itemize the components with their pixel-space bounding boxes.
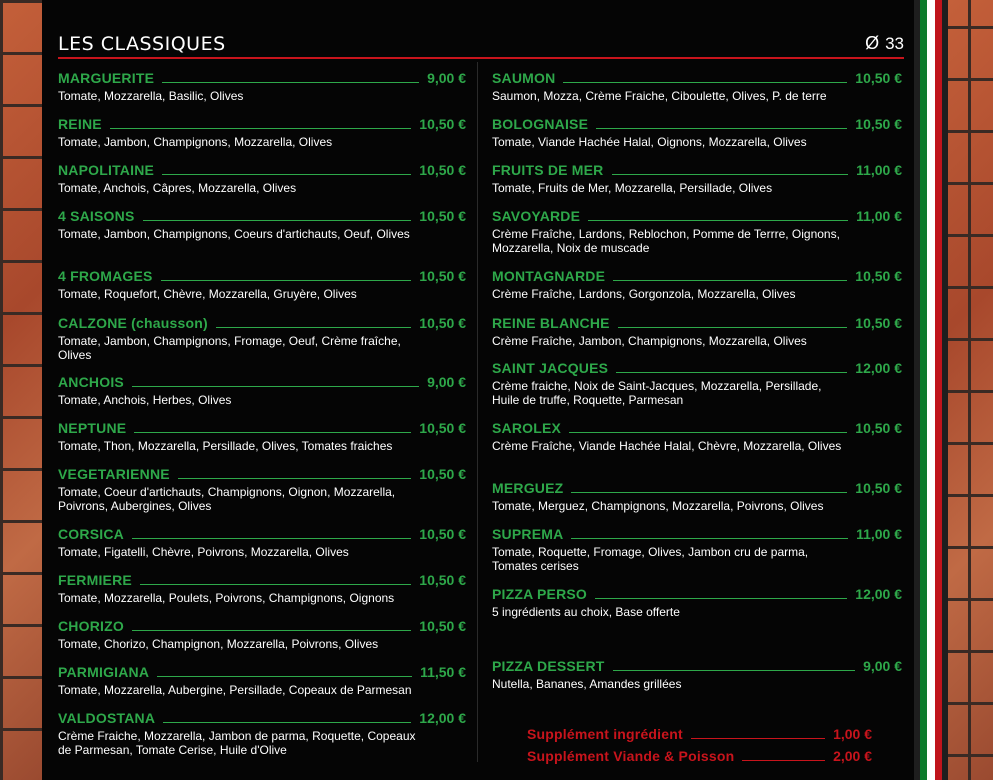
menu-item-name: 4 SAISONS [58,208,135,224]
menu-item-description: Crème Fraiche, Mozzarella, Jambon de parma, Roquette, Copeaux de Parmesan, Tomate Cerise, Huile d'Olive [58,729,416,757]
menu-item-description: Crème Fraîche, Jambon, Champignons, Mozzarella, Olives [492,334,807,348]
menu-item-description: Tomate, Mozzarella, Aubergine, Persillade, Copeaux de Parmesan [58,683,412,697]
menu-item [492,420,902,453]
menu-item-row [492,70,902,86]
price-leader-line [563,81,847,83]
pizza-size [865,33,904,54]
menu-item-name: ANCHOIS [58,374,124,390]
supplement-name: Supplément Viande & Poisson [527,748,735,764]
menu-item-row [492,586,902,602]
menu-item-row [492,116,902,132]
menu-item-row [492,420,902,436]
menu-item [58,466,466,513]
menu-item [58,162,466,195]
menu-item [492,315,902,348]
menu-item-name: MARGUERITE [58,70,155,86]
price-leader-line [569,431,847,433]
menu-item-price: 10,50 € [855,70,902,86]
menu-item-row [492,480,902,496]
menu-item-price: 10,50 € [855,268,902,284]
menu-item-row [58,374,466,390]
price-leader-line [595,597,847,599]
menu-item-description: Crème Fraîche, Lardons, Reblochon, Pomme de Terrre, Oignons, Mozzarella, Noix de muscade [492,227,840,255]
price-leader-line [162,173,411,175]
column-divider [477,62,478,762]
menu-item-price: 10,50 € [419,420,466,436]
menu-item-name: REINE [58,116,102,132]
price-leader-line [613,669,856,671]
menu-item-price: 9,00 € [863,658,902,674]
menu-item-name: VALDOSTANA [58,710,156,726]
menu-item-row [58,162,466,178]
menu-item-description: Tomate, Anchois, Herbes, Olives [58,393,232,407]
menu-item-row [58,268,466,284]
menu-item-description: Tomate, Coeur d'artichauts, Champignons, Oignon, Mozzarella, Poivrons, Aubergines, Olives [58,485,396,513]
supplement-row [527,726,872,742]
menu-item-description: Crème Fraîche, Viande Hachée Halal, Chèvre, Mozzarella, Olives [492,439,842,453]
menu-item [58,526,466,559]
menu-item [492,268,902,301]
menu-item-price: 10,50 € [419,466,466,482]
menu-item [58,315,466,362]
menu-item [492,208,902,255]
menu-item-name: CORSICA [58,526,124,542]
price-leader-line [163,721,411,723]
menu-item-price: 10,50 € [419,315,466,331]
menu-item-price: 10,50 € [419,162,466,178]
menu-item-price: 12,00 € [419,710,466,726]
menu-item-name: BOLOGNAISE [492,116,589,132]
menu-item-row [58,315,466,331]
menu-item-price: 10,50 € [419,208,466,224]
menu-item-row [492,268,902,284]
menu-item-description: Tomate, Roquefort, Chèvre, Mozzarella, Gruyère, Olives [58,287,357,301]
menu-item-name: SUPREMA [492,526,564,542]
menu-item [492,162,902,195]
menu-item [58,70,466,103]
menu-item-row [58,526,466,542]
menu-item-row [58,618,466,634]
section-title: LES CLASSIQUES [58,33,226,55]
price-leader-line [161,279,412,281]
menu-item-price: 10,50 € [419,618,466,634]
menu-item-description: Tomate, Jambon, Champignons, Coeurs d'artichauts, Oeuf, Olives [58,227,410,241]
price-leader-line [571,491,847,493]
menu-item-name: 4 FROMAGES [58,268,153,284]
price-leader-line [742,759,825,761]
menu-item-name: SAUMON [492,70,556,86]
menu-item-row [492,658,902,674]
menu-item-name: MONTAGNARDE [492,268,606,284]
menu-item-name: PIZZA PERSO [492,586,588,602]
brick-wall-left [0,0,42,780]
menu-item-description: Tomate, Viande Hachée Halal, Oignons, Mozzarella, Olives [492,135,807,149]
menu-item-description: Tomate, Mozzarella, Basilic, Olives [58,89,244,103]
menu-item [492,116,902,149]
menu-item-description: Tomate, Roquette, Fromage, Olives, Jambon cru de parma, Tomates cerises [492,545,809,573]
menu-item-price: 10,50 € [855,116,902,132]
menu-item-row [492,162,902,178]
price-leader-line [157,675,412,677]
menu-item-row [58,116,466,132]
menu-item-description: Crème fraiche, Noix de Saint-Jacques, Mozzarella, Persillade, Huile de truffe, Roquette, Parmesan [492,379,822,407]
menu-item [58,618,466,651]
menu-item-description: Tomate, Fruits de Mer, Mozzarella, Persillade, Olives [492,181,773,195]
price-leader-line [143,219,412,221]
menu-item-description: Tomate, Merguez, Champignons, Mozzarella, Poivrons, Olives [492,499,824,513]
menu-item [492,70,902,103]
menu-item-row [58,710,466,726]
menu-item [58,374,466,407]
italian-flag-stripe [914,0,948,780]
menu-item-name: NEPTUNE [58,420,127,436]
menu-item [492,658,902,691]
menu-item-name: FRUITS DE MER [492,162,604,178]
price-leader-line [134,431,411,433]
menu-item-price: 12,00 € [855,360,902,376]
size-value: 33 [885,34,904,53]
menu-item-row [58,208,466,224]
price-leader-line [588,219,848,221]
brick-wall-right [948,0,993,780]
menu-item-name: SAVOYARDE [492,208,581,224]
menu-item [58,208,466,241]
menu-item-description: Tomate, Figatelli, Chèvre, Poivrons, Mozzarella, Olives [58,545,349,559]
menu-item-price: 10,50 € [419,572,466,588]
menu-item-name: SAROLEX [492,420,562,436]
price-leader-line [618,326,848,328]
menu-item-row [492,526,902,542]
menu-item-row [58,420,466,436]
price-leader-line [178,477,411,479]
menu-item-name: FERMIERE [58,572,132,588]
price-leader-line [216,326,411,328]
menu-item-row [58,70,466,86]
price-leader-line [162,81,419,83]
menu-item [58,710,466,757]
price-leader-line [616,371,847,373]
menu-item-name: NAPOLITAINE [58,162,155,178]
menu-item-name: PARMIGIANA [58,664,150,680]
menu-item-price: 9,00 € [427,70,466,86]
menu-item-price: 11,50 € [420,664,466,680]
menu-item-name: REINE BLANCHE [492,315,610,331]
menu-item-name: SAINT JACQUES [492,360,609,376]
menu-item-description: Saumon, Mozza, Crème Fraiche, Ciboulette, Olives, P. de terre [492,89,827,103]
menu-item [58,664,466,697]
menu-item [492,526,902,573]
diameter-icon: Ø [865,33,880,53]
price-leader-line [612,173,849,175]
price-leader-line [132,629,411,631]
menu-item [58,572,466,605]
menu-item-description: Tomate, Mozzarella, Poulets, Poivrons, Champignons, Oignons [58,591,395,605]
menu-item-description: Tomate, Chorizo, Champignon, Mozzarella, Poivrons, Olives [58,637,379,651]
menu-item-name: CHORIZO [58,618,124,634]
menu-item-price: 9,00 € [427,374,466,390]
menu-item-row [492,360,902,376]
supplement-row [527,748,872,764]
menu-item-row [492,208,902,224]
menu-item-row [492,315,902,331]
menu-item-name: CALZONE (chausson) [58,315,208,331]
menu-item-name: MERGUEZ [492,480,564,496]
menu-item-description: Tomate, Jambon, Champignons, Mozzarella, Olives [58,135,333,149]
menu-item [58,420,466,453]
menu-item-price: 10,50 € [419,116,466,132]
menu-item-price: 10,50 € [855,420,902,436]
price-leader-line [140,583,411,585]
menu-item-price: 10,50 € [855,315,902,331]
menu-item-description: Nutella, Bananes, Amandes grillées [492,677,682,691]
supplement-price: 1,00 € [833,726,872,742]
menu-item-price: 10,50 € [419,268,466,284]
menu-item [58,268,466,301]
menu-item-description: Tomate, Jambon, Champignons, Fromage, Oeuf, Crème fraîche, Olives [58,334,401,362]
menu-header [58,33,904,59]
menu-item-description: Tomate, Anchois, Câpres, Mozzarella, Olives [58,181,297,195]
menu-item-name: PIZZA DESSERT [492,658,605,674]
menu-item-price: 12,00 € [855,586,902,602]
menu-item-price: 11,00 € [856,526,902,542]
menu-item-price: 10,50 € [419,526,466,542]
price-leader-line [596,127,847,129]
menu-item-name: VEGETARIENNE [58,466,170,482]
menu-item-price: 10,50 € [855,480,902,496]
menu-item [492,586,902,619]
menu-item-description: Tomate, Thon, Mozzarella, Persillade, Olives, Tomates fraiches [58,439,393,453]
menu-item-row [58,664,466,680]
menu-item-price: 11,00 € [856,162,902,178]
price-leader-line [691,737,825,739]
menu-item [492,480,902,513]
menu-item [58,116,466,149]
menu-item-price: 11,00 € [856,208,902,224]
price-leader-line [132,385,419,387]
supplement-name: Supplément ingrédient [527,726,683,742]
menu-item-description: 5 ingrédients au choix, Base offerte [492,605,680,619]
supplement-price: 2,00 € [833,748,872,764]
menu-item [492,360,902,407]
menu-item-row [58,572,466,588]
menu-item-row [58,466,466,482]
price-leader-line [132,537,411,539]
menu-item-description: Crème Fraîche, Lardons, Gorgonzola, Mozzarella, Olives [492,287,796,301]
price-leader-line [613,279,847,281]
price-leader-line [571,537,848,539]
price-leader-line [110,127,411,129]
